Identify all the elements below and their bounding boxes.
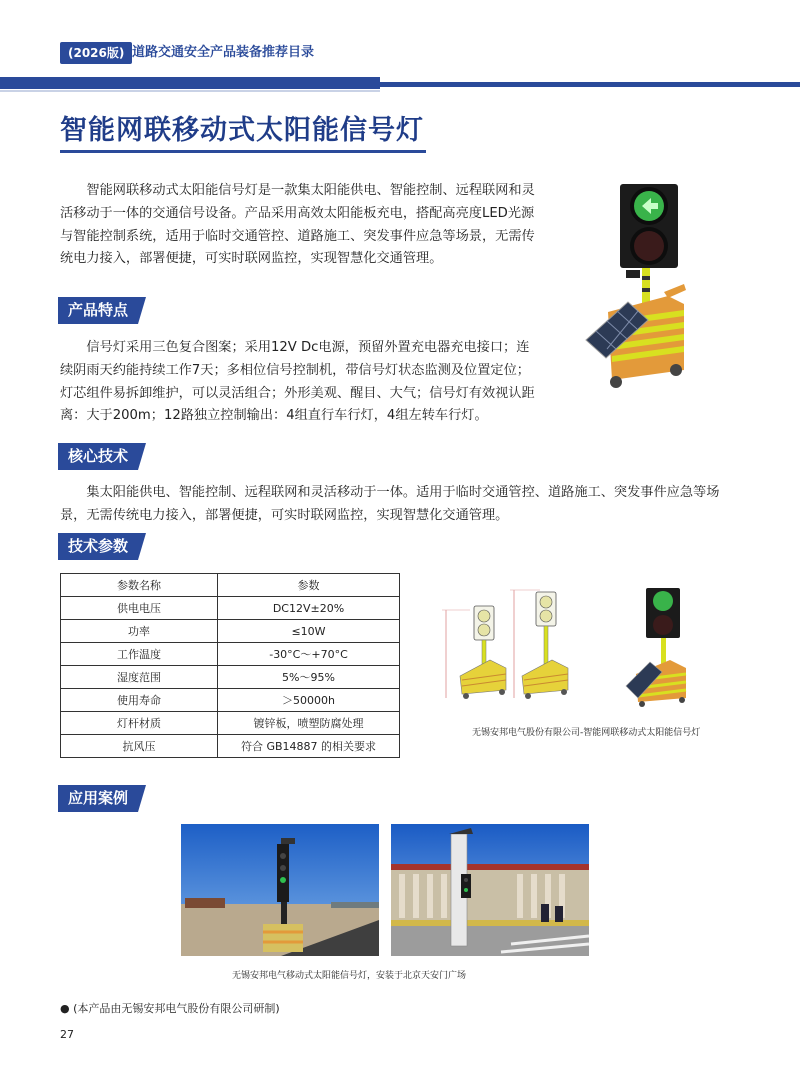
edition-badge: (2026版): [60, 42, 132, 64]
table-header-cell: 参数名称: [61, 574, 218, 597]
param-name: 工作温度: [61, 643, 218, 666]
section-label-core-tech: 核心技术: [58, 443, 138, 470]
table-row: [61, 620, 400, 643]
table-row: [61, 666, 400, 689]
header-rule-thin: [0, 90, 380, 92]
table-row: [61, 597, 400, 620]
developer-note: ● (本产品由无锡安邦电气股份有限公司研制): [60, 1002, 280, 1015]
param-value: 符合 GB14887 的相关要求: [218, 735, 400, 758]
param-value: 5%～95%: [218, 666, 400, 689]
param-name: 抗风压: [61, 735, 218, 758]
table-row: [61, 735, 400, 758]
param-name: 湿度范围: [61, 666, 218, 689]
param-value: -30°C～+70°C: [218, 643, 400, 666]
table-header-cell: 参数: [218, 574, 400, 597]
param-name: 使用寿命: [61, 689, 218, 712]
section-label-params: 技术参数: [58, 533, 138, 560]
page-title: 智能网联移动式太阳能信号灯: [60, 115, 424, 146]
catalog-title: 道路交通安全产品装备推荐目录: [132, 45, 315, 60]
header-bar: [0, 77, 380, 89]
param-name: 功率: [61, 620, 218, 643]
case-photo-museum: [391, 824, 589, 956]
table-row: [61, 712, 400, 735]
core-tech-paragraph: 集太阳能供电、智能控制、远程联网和灵活移动于一体。适用于临时交通管控、道路施工、突发事件应急等场景，无需传统电力接入，部署便捷，可实时联网监控，实现智慧化交通管理。: [60, 485, 720, 523]
case-photo-caption: 无锡安邦电气移动式太阳能信号灯，安装于北京天安门广场: [232, 971, 467, 981]
spec-table: [60, 573, 400, 758]
drawing-caption: 无锡安邦电气股份有限公司-智能网联移动式太阳能信号灯: [472, 728, 701, 738]
param-value: 镀锌板，喷塑防腐处理: [218, 712, 400, 735]
section-label-features: 产品特点: [58, 297, 138, 324]
param-name: 供电电压: [61, 597, 218, 620]
param-value: DC12V±20%: [218, 597, 400, 620]
product-image: [572, 180, 692, 390]
page-number: 27: [60, 1028, 74, 1041]
title-underline: [60, 150, 426, 153]
case-photo-square: [181, 824, 379, 956]
param-name: 灯杆材质: [61, 712, 218, 735]
intro-paragraph: 智能网联移动式太阳能信号灯是一款集太阳能供电、智能控制、远程联网和灵活移动于一体的交通信号设备。产品采用高效太阳能板充电，搭配高亮度LED光源与智能控制系统，适用于临时交通管控、道路施工、突发事件应急等场景，无需传统电力接入，部署便捷，可实时联网监控，实现智慧化交通管理。: [60, 183, 535, 267]
header-rule: [380, 82, 800, 87]
table-row: [61, 689, 400, 712]
table-header-row: [61, 574, 400, 597]
param-value: ＞50000h: [218, 689, 400, 712]
param-value: ≤10W: [218, 620, 400, 643]
technical-drawing: [440, 580, 704, 712]
section-label-cases: 应用案例: [58, 785, 138, 812]
features-paragraph: 信号灯采用三色复合图案；采用12V Dc电源，预留外置充电器充电接口；连续阴雨天约能持续工作7天；多相位信号控制机，带信号灯状态监测及位置定位；灯芯组件易拆卸维护，可以灵活组合；外形美观、醒目、大气；信号灯有效视认距离：大于200m；12路独立控制输出：4组直行车行灯，4组左转车行灯。: [60, 340, 535, 424]
table-row: [61, 643, 400, 666]
